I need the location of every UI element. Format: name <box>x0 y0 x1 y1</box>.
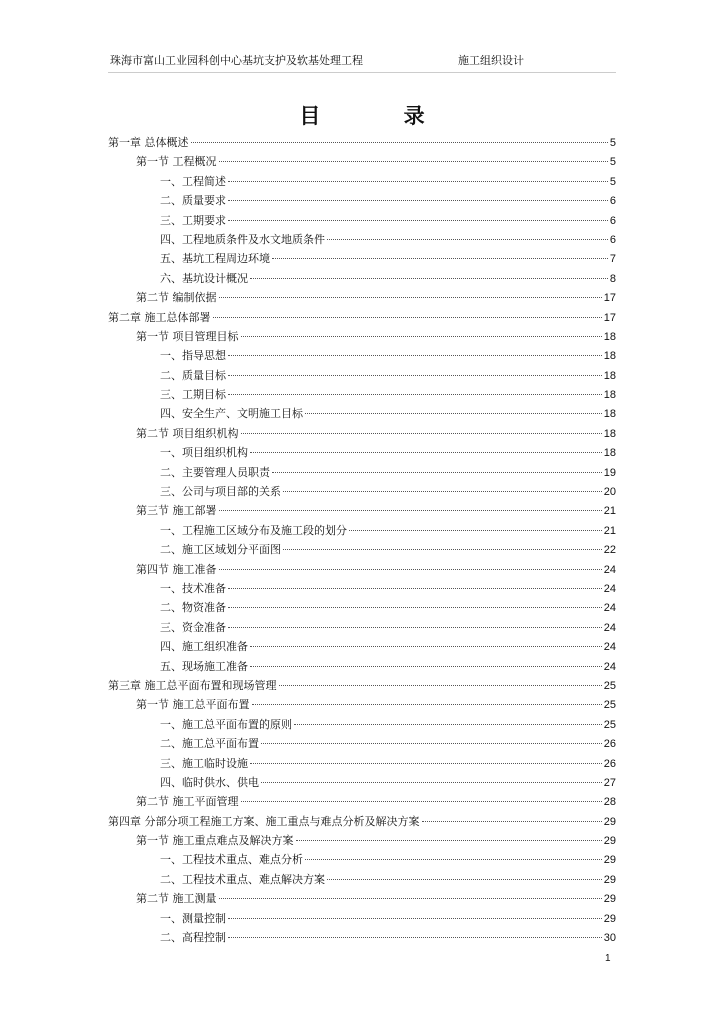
toc-dot-leader <box>219 297 602 298</box>
toc-entry-page: 24 <box>603 563 616 576</box>
toc-entry-label: 第四章 分部分项工程施工方案、施工重点与难点分析及解决方案 <box>108 814 420 828</box>
toc-entry-label: 四、工程地质条件及水文地质条件 <box>160 232 325 246</box>
toc-entry[interactable] <box>108 850 616 869</box>
toc-entry[interactable] <box>108 501 616 520</box>
toc-entry-label: 六、基坑设计概况 <box>160 271 248 285</box>
toc-entry-page: 18 <box>603 427 616 440</box>
toc-entry-page: 29 <box>603 873 616 886</box>
toc-entry[interactable] <box>108 909 616 928</box>
toc-entry-label: 第一节 工程概况 <box>136 155 217 169</box>
toc-dot-leader <box>241 801 602 802</box>
toc-entry-label: 四、安全生产、文明施工目标 <box>160 407 303 421</box>
toc-dot-leader <box>250 763 602 764</box>
toc-entry-page: 22 <box>603 544 616 557</box>
toc-entry-label: 第一节 项目管理目标 <box>136 329 239 343</box>
toc-entry[interactable] <box>108 870 616 889</box>
toc-dot-leader <box>228 394 602 395</box>
toc-dot-leader <box>191 142 608 143</box>
toc-entry[interactable] <box>108 269 616 288</box>
toc-entry-page: 29 <box>603 893 616 906</box>
toc-entry-label: 第一节 施工重点难点及解决方案 <box>136 834 294 848</box>
toc-entry-label: 第三章 施工总平面布置和现场管理 <box>108 678 277 692</box>
toc-dot-leader <box>250 646 602 647</box>
toc-entry-label: 第二节 项目组织机构 <box>136 426 239 440</box>
toc-dot-leader <box>294 724 602 725</box>
toc-entry-page: 18 <box>603 350 616 363</box>
toc-dot-leader <box>349 530 602 531</box>
toc-dot-leader <box>228 918 602 919</box>
toc-entry-label: 四、施工组织准备 <box>160 640 248 654</box>
toc-entry-label: 二、高程控制 <box>160 931 226 945</box>
toc-entry-label: 二、施工区域划分平面图 <box>160 543 281 557</box>
toc-dot-leader <box>250 666 602 667</box>
toc-entry[interactable] <box>108 637 616 656</box>
toc-entry-label: 二、施工总平面布置 <box>160 737 259 751</box>
toc-entry-label: 一、项目组织机构 <box>160 446 248 460</box>
toc-dot-leader <box>228 588 602 589</box>
toc-entry[interactable] <box>108 249 616 268</box>
toc-entry-label: 一、测量控制 <box>160 911 226 925</box>
toc-entry[interactable] <box>108 579 616 598</box>
toc-entry-page: 5 <box>609 137 616 149</box>
toc-dot-leader <box>272 258 608 259</box>
toc-entry-label: 一、施工总平面布置的原则 <box>160 717 292 731</box>
toc-dot-leader <box>250 452 602 453</box>
toc-entry[interactable] <box>108 404 616 423</box>
toc-entry-page: 8 <box>609 272 616 285</box>
toc-entry[interactable] <box>108 657 616 676</box>
toc-dot-leader <box>305 859 602 860</box>
toc-entry[interactable] <box>108 715 616 734</box>
toc-entry-page: 6 <box>609 233 616 246</box>
toc-entry-page: 24 <box>603 621 616 634</box>
toc-dot-leader <box>422 821 602 822</box>
toc-entry[interactable] <box>108 695 616 714</box>
toc-entry-page: 25 <box>603 699 616 712</box>
toc-dot-leader <box>228 627 602 628</box>
toc-entry[interactable] <box>108 366 616 385</box>
page-header <box>0 52 724 68</box>
toc-entry-label: 二、主要管理人员职责 <box>160 465 270 479</box>
toc-dot-leader <box>261 743 602 744</box>
toc-entry[interactable] <box>108 560 616 579</box>
toc-entry-page: 29 <box>603 912 616 925</box>
toc-entry[interactable] <box>108 831 616 850</box>
toc-entry-page: 29 <box>603 854 616 867</box>
toc-entry-page: 27 <box>603 776 616 789</box>
toc-entry-label: 三、施工临时设施 <box>160 756 248 770</box>
toc-entry-label: 二、物资准备 <box>160 601 226 615</box>
toc-entry-page: 20 <box>603 486 616 499</box>
toc-entry[interactable] <box>108 889 616 908</box>
toc-entry-label: 第四节 施工准备 <box>136 562 217 576</box>
toc-dot-leader <box>228 181 608 182</box>
toc-entry[interactable] <box>108 676 616 695</box>
toc-entry-label: 二、质量目标 <box>160 368 226 382</box>
toc-entry-page: 24 <box>603 641 616 654</box>
toc-entry-page: 7 <box>609 253 616 266</box>
toc-entry-label: 一、工程施工区域分布及施工段的划分 <box>160 523 347 537</box>
toc-entry-page: 28 <box>603 796 616 809</box>
toc-dot-leader <box>241 433 602 434</box>
toc-entry-label: 三、工期目标 <box>160 388 226 402</box>
toc-entry-page: 29 <box>603 815 616 828</box>
toc-entry-label: 一、工程技术重点、难点分析 <box>160 853 303 867</box>
toc-entry[interactable] <box>108 308 616 327</box>
toc-entry[interactable] <box>108 540 616 559</box>
toc-dot-leader <box>228 937 602 938</box>
toc-entry-page: 25 <box>603 718 616 731</box>
toc-entry-label: 第一节 施工总平面布置 <box>136 698 250 712</box>
toc-entry-page: 24 <box>603 582 616 595</box>
toc-entry-label: 三、资金准备 <box>160 620 226 634</box>
toc-dot-leader <box>219 510 602 511</box>
toc-entry-page: 5 <box>609 156 616 169</box>
toc-entry-page: 18 <box>603 369 616 382</box>
toc-entry-label: 第二节 施工平面管理 <box>136 795 239 809</box>
toc-dot-leader <box>228 375 602 376</box>
toc-entry[interactable] <box>108 734 616 753</box>
toc-dot-leader <box>283 549 602 550</box>
toc-entry-label: 一、工程简述 <box>160 174 226 188</box>
toc-entry-page: 18 <box>603 330 616 343</box>
toc-entry-page: 18 <box>603 408 616 421</box>
page-number: 1 <box>605 953 611 964</box>
toc-entry[interactable] <box>108 191 616 210</box>
toc-entry[interactable] <box>108 133 616 152</box>
toc-dot-leader <box>228 200 608 201</box>
toc-entry-page: 24 <box>603 602 616 615</box>
toc-entry-label: 第一章 总体概述 <box>108 136 189 149</box>
toc-entry[interactable] <box>108 928 616 947</box>
toc-entry[interactable] <box>108 152 616 171</box>
table-of-contents <box>108 133 616 947</box>
toc-entry-page: 21 <box>603 524 616 537</box>
toc-entry[interactable] <box>108 482 616 501</box>
toc-dot-leader <box>272 472 602 473</box>
toc-title: 目 录 <box>299 103 463 128</box>
toc-entry-page: 6 <box>609 214 616 227</box>
toc-entry[interactable] <box>108 288 616 307</box>
toc-entry-label: 第二节 施工测量 <box>136 892 217 906</box>
toc-entry-page: 26 <box>603 738 616 751</box>
toc-entry-page: 21 <box>603 505 616 518</box>
toc-entry-page: 25 <box>603 679 616 692</box>
toc-entry-label: 五、基坑工程周边环境 <box>160 252 270 266</box>
toc-entry-page: 17 <box>603 292 616 305</box>
toc-entry-label: 二、质量要求 <box>160 194 226 208</box>
toc-entry-page: 26 <box>603 757 616 770</box>
toc-dot-leader <box>219 898 602 899</box>
toc-entry[interactable] <box>108 598 616 617</box>
toc-dot-leader <box>250 278 608 279</box>
toc-entry-label: 二、工程技术重点、难点解决方案 <box>160 872 325 886</box>
header-project-title: 珠海市富山工业园科创中心基坑支护及软基处理工程 <box>110 54 363 67</box>
toc-dot-leader <box>228 355 602 356</box>
toc-entry-page: 19 <box>603 466 616 479</box>
toc-dot-leader <box>279 685 602 686</box>
toc-entry-page: 5 <box>609 175 616 188</box>
toc-dot-leader <box>327 879 602 880</box>
toc-dot-leader <box>261 782 602 783</box>
toc-entry[interactable] <box>108 812 616 831</box>
toc-entry-label: 五、现场施工准备 <box>160 659 248 673</box>
toc-entry-page: 18 <box>603 447 616 460</box>
toc-entry-label: 第二章 施工总体部署 <box>108 310 211 324</box>
toc-entry-label: 一、技术准备 <box>160 581 226 595</box>
toc-entry-label: 第二节 编制依据 <box>136 291 217 305</box>
toc-dot-leader <box>305 413 602 414</box>
toc-entry-label: 三、工期要求 <box>160 213 226 227</box>
toc-dot-leader <box>213 317 602 318</box>
toc-dot-leader <box>241 336 602 337</box>
toc-entry-label: 第三节 施工部署 <box>136 504 217 518</box>
toc-entry[interactable] <box>108 424 616 443</box>
toc-entry[interactable] <box>108 618 616 637</box>
toc-entry[interactable] <box>108 443 616 462</box>
toc-entry[interactable] <box>108 754 616 773</box>
toc-entry[interactable] <box>108 773 616 792</box>
toc-entry[interactable] <box>108 521 616 540</box>
header-divider <box>108 72 616 73</box>
toc-dot-leader <box>252 704 602 705</box>
toc-entry-page: 29 <box>603 835 616 848</box>
toc-entry[interactable] <box>108 463 616 482</box>
toc-dot-leader <box>228 220 608 221</box>
toc-entry-label: 四、临时供水、供电 <box>160 775 259 789</box>
toc-dot-leader <box>228 607 602 608</box>
toc-dot-leader <box>283 491 602 492</box>
toc-entry[interactable] <box>108 172 616 191</box>
toc-dot-leader <box>327 239 608 240</box>
toc-entry[interactable] <box>108 385 616 404</box>
toc-entry-page: 17 <box>603 311 616 324</box>
toc-dot-leader <box>219 569 602 570</box>
toc-dot-leader <box>296 840 602 841</box>
toc-entry-label: 三、公司与项目部的关系 <box>160 485 281 499</box>
toc-entry-page: 18 <box>603 389 616 402</box>
toc-entry[interactable] <box>108 792 616 811</box>
header-doc-type: 施工组织设计 <box>458 54 524 67</box>
toc-entry-label: 一、指导思想 <box>160 349 226 363</box>
toc-dot-leader <box>219 161 608 162</box>
toc-entry-page: 24 <box>603 660 616 673</box>
toc-entry-page: 6 <box>609 195 616 208</box>
toc-entry-page: 30 <box>603 932 616 945</box>
toc-entry[interactable] <box>108 230 616 249</box>
toc-entry[interactable] <box>108 327 616 346</box>
toc-entry[interactable] <box>108 346 616 365</box>
toc-entry[interactable] <box>108 211 616 230</box>
